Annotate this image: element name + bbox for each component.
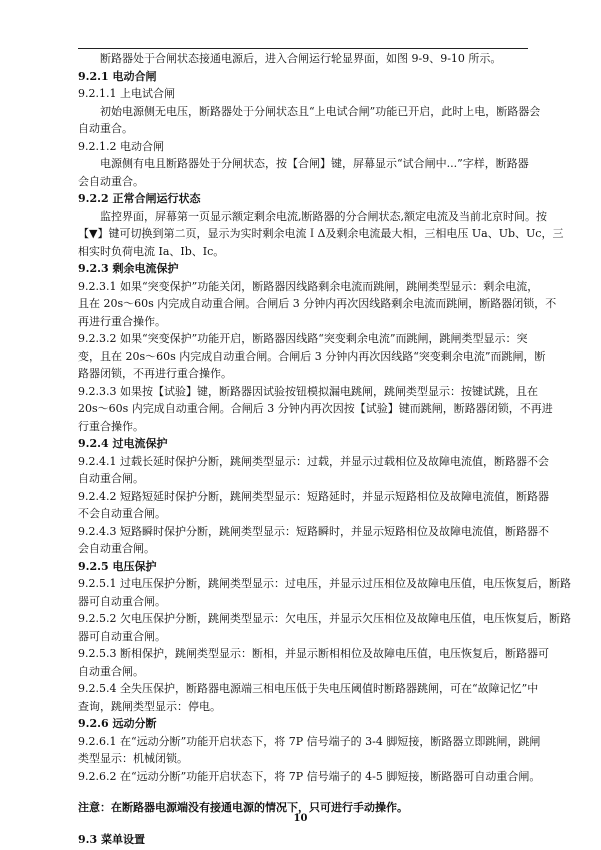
paragraph-line: 9.2.5.4 全失压保护，断路器电源端三相电压低于失电压阈值时断路器跳闸，可在“故障记忆”中 (78, 682, 539, 695)
page-number: 10 (293, 813, 308, 824)
paragraph-line: 会自动重合闸。 (78, 542, 155, 555)
paragraph-line: 器可自动重合闸。 (78, 629, 166, 643)
paragraph-line: 9.2.3.2 如果“突变保护”功能开启，断路器因线路“突变剩余电流”而跳闸，跳闸类型显示：突 (78, 332, 528, 345)
subsection-title-9-2-1-1: 9.2.1.1 上电试合闸 (78, 87, 175, 100)
paragraph-line: 会自动重合。 (78, 174, 144, 188)
paragraph-line: 自动重合闸。 (78, 664, 144, 678)
paragraph-line: 9.2.5.3 断相保护，跳闸类型显示：断相，并显示断相相位及故障电压值，电压恢复后，断路器可 (78, 647, 549, 660)
paragraph-line: 20s～60s 内完成自动重合闸。合闸后 3 分钟内再次因按【试验】键而跳闸，断路器闭锁，不再进 (78, 402, 553, 415)
paragraph-line: 查询，跳闸类型显示：停电。 (78, 699, 221, 713)
note-text: 注意：在断路器电源端没有接通电源的情况下，只可进行手动操作。 (78, 801, 408, 814)
section-heading-9-2-4: 9.2.4 过电流保护 (78, 437, 168, 450)
intro-paragraph: 断路器处于合闸状态接通电源后，进入合闸运行轮显界面，如图 9-9、9-10 所示。 (100, 52, 502, 65)
paragraph-line: 初始电源侧无电压，断路器处于分闸状态且“上电试合闸”功能已开启，此时上电，断路器会 (100, 104, 541, 118)
paragraph-line: 9.2.5.2 欠电压保护分断，跳闸类型显示：欠电压，并显示欠压相位及故障电压值，电压恢复后，断路 (78, 612, 571, 625)
paragraph-line: 自动重合。 (78, 122, 133, 135)
paragraph-line: 变，且在 20s～60s 内完成自动重合闸。合闸后 3 分钟内再次因线路“突变剩余电流”而跳闸，断 (78, 349, 546, 363)
paragraph-line: 9.2.3.1 如果“突变保护”功能关闭，断路器因线路剩余电流而跳闸，跳闸类型显示：剩余电流， (78, 279, 539, 293)
paragraph-line: 行重合操作。 (78, 419, 144, 433)
page-content (78, 50, 571, 848)
paragraph-line: 9.2.3.3 如果按【试验】键，断路器因试验按钮模拟漏电跳闸，跳闸类型显示：按键试跳，且在 (78, 384, 538, 398)
section-heading-9-2-2: 9.2.2 正常合闸运行状态 (78, 192, 201, 205)
paragraph-line: 器可自动重合闸。 (78, 594, 166, 608)
section-heading-9-3: 9.3 菜单设置 (78, 832, 145, 846)
section-heading-9-2-3: 9.2.3 剩余电流保护 (78, 262, 179, 275)
section-heading-9-2-5: 9.2.5 电压保护 (78, 559, 157, 573)
paragraph-line: 9.2.4.2 短路短延时保护分断，跳闸类型显示：短路延时，并显示短路相位及故障电流值，断路器 (78, 489, 549, 503)
paragraph-line: 再进行重合操作。 (78, 314, 166, 328)
paragraph-line: 相实时负荷电流 Ia、Ib、Ic。 (78, 244, 225, 258)
header-rule (78, 48, 528, 49)
paragraph-line: 9.2.6.1 在“远动分断”功能开启状态下，将 7P 信号端子的 3-4 脚短接，断路器立即跳闸，跳闸 (78, 734, 541, 748)
paragraph-line: 9.2.6.2 在“远动分断”功能开启状态下，将 7P 信号端子的 4-5 脚短接，断路器可自动重合闸。 (78, 769, 541, 783)
paragraph-line: 电源侧有电且断路器处于分闸状态，按【合闸】键，屏幕显示“试合闸中...”字样，断路器 (100, 157, 529, 170)
paragraph-line: 9.2.4.1 过载长延时保护分断，跳闸类型显示：过载，并显示过载相位及故障电流值，断路器不会 (78, 454, 549, 468)
paragraph-line: 9.2.5.1 过电压保护分断，跳闸类型显示：过电压，并显示过压相位及故障电压值，电压恢复后，断路 (78, 577, 571, 590)
paragraph-line: 路器闭锁，不再进行重合操作。 (78, 367, 232, 380)
subsection-title-9-2-1-2: 9.2.1.2 电动合闸 (78, 139, 164, 153)
paragraph-line: 自动重合闸。 (78, 472, 144, 485)
paragraph-line: 9.2.4.3 短路瞬时保护分断，跳闸类型显示：短路瞬时，并显示短路相位及故障电流值，断路器不 (78, 524, 549, 538)
spacer (78, 785, 528, 799)
section-heading-9-2-1: 9.2.1 电动合闸 (78, 69, 157, 83)
paragraph-line: 监控界面，屏幕第一页显示额定剩余电流,断路器的分合闸状态,额定电流及当前北京时间。按 (100, 209, 547, 223)
paragraph-line: 不会自动重合闸。 (78, 507, 166, 520)
section-heading-9-2-6: 9.2.6 远动分断 (78, 717, 157, 730)
paragraph-line: 且在 20s～60s 内完成自动重合闸。合闸后 3 分钟内再次因线路剩余电流而跳闸，断路器闭锁，不 (78, 297, 557, 310)
paragraph-line: 类型显示：机械闭锁。 (78, 752, 188, 765)
paragraph-line: 【▼】键可切换到第二页，显示为实时剩余电流ＩΔ及剩余电流最大相，三相电压 Ua、Ub、Uc，三 (78, 227, 564, 240)
